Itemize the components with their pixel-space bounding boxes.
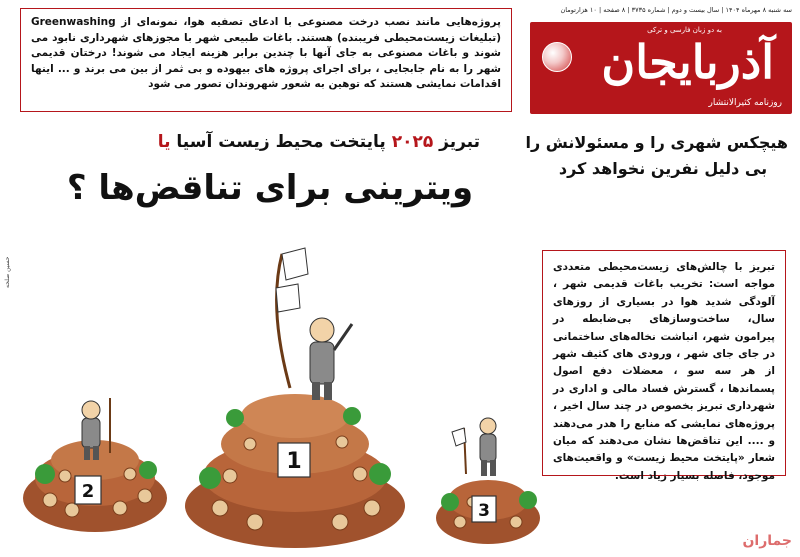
main-title: ویترینی برای تناقض‌ها ؟ xyxy=(66,168,474,208)
kicker-year: ۲۰۲۵ xyxy=(391,132,434,152)
cartoonist-credit: حسین صلحه xyxy=(4,256,11,288)
side-credit xyxy=(2,250,16,290)
masthead xyxy=(530,6,792,118)
right-headline-line1: هیچکس شهری را و مسئولانش را xyxy=(525,133,788,152)
right-log-pile xyxy=(436,418,540,544)
masthead-tagline: به دو زبان فارسی و ترکی xyxy=(647,26,722,34)
greenwashing-text: پروژه‌هایی مانند نصب درخت مصنوعی با ادعای تصفیه هوا، نمونه‌ای از Greenwashing (تبلیغات زیست‌محیطی فریبنده) هستند. باغات طبیعی شهر با مجوزهای شهرداری نابود می شوند و باغات مصنوعی به جای آنها با چندین برابر هزینه ایجاد می شوند! درختان قدیمی شهر را به نام جابجایی ، برای اجرای پروژه های بیهوده و بی ثمر از بین می برند و ... اینها اقدامات نمایشی هستند که توهین به شعور شهروندان تصور می شود xyxy=(31,16,501,90)
cartoon-illustration xyxy=(20,238,540,554)
podium-label-2: 2 xyxy=(81,481,95,502)
masthead-subtitle: روزنامه کثیرالانتشار xyxy=(708,98,782,108)
right-headline-line2: بی دلیل نفرین نخواهد کرد xyxy=(558,159,768,178)
left-log-pile xyxy=(23,398,167,532)
podium-label-1: 1 xyxy=(286,449,302,474)
center-log-pile xyxy=(185,248,405,548)
body-text: تبریز با چالش‌های زیست‌محیطی متعددی مواجه است: تخریب باغات قدیمی شهر ، آلودگی شدید هوا در بسیاری از روزهای سال، ساخت‌وسازهای بی‌ضابطه در پیرامون شهر، انباشت نخاله‌های ساختمانی در جای جای شهر ، ورودی های کثیف شهر از هر سه سو ، معضلات دفع اصول پسماندها ، گسترش فساد مالی و اداری در شهرداری تبریز بخصوص در چند سال اخیر ، پروژه‌های نمایشی که منابع را هدر می‌دهند و .... این تناقض‌ها نشان می‌دهند که میان شعار «پایتخت محیط زیست» و واقعیت‌های موجود، فاصله بسیار زیاد است. xyxy=(553,261,775,482)
watermark xyxy=(724,531,796,553)
kicker-part2: پایتخت محیط زیست آسیا xyxy=(176,132,386,152)
watermark-text: جماران xyxy=(742,533,792,549)
masthead-banner xyxy=(530,22,792,114)
body-text-box xyxy=(542,250,786,482)
kicker-part3: یا xyxy=(157,132,171,152)
date-line: سه شنبه ۸ مهرماه ۱۴۰۴ | سال بیست و دوم | شماره ۳۷۳۵ | ۸ صفحه | ۱۰ هزارتومان xyxy=(560,6,792,14)
greenwashing-box xyxy=(20,8,512,112)
podium-label-3: 3 xyxy=(478,501,490,521)
globe-logo-icon xyxy=(542,42,572,72)
right-headline xyxy=(525,130,788,182)
newspaper-logo: آذربایجان xyxy=(601,35,774,89)
kicker-part1: تبریز xyxy=(439,132,480,152)
kicker-headline xyxy=(157,132,480,152)
